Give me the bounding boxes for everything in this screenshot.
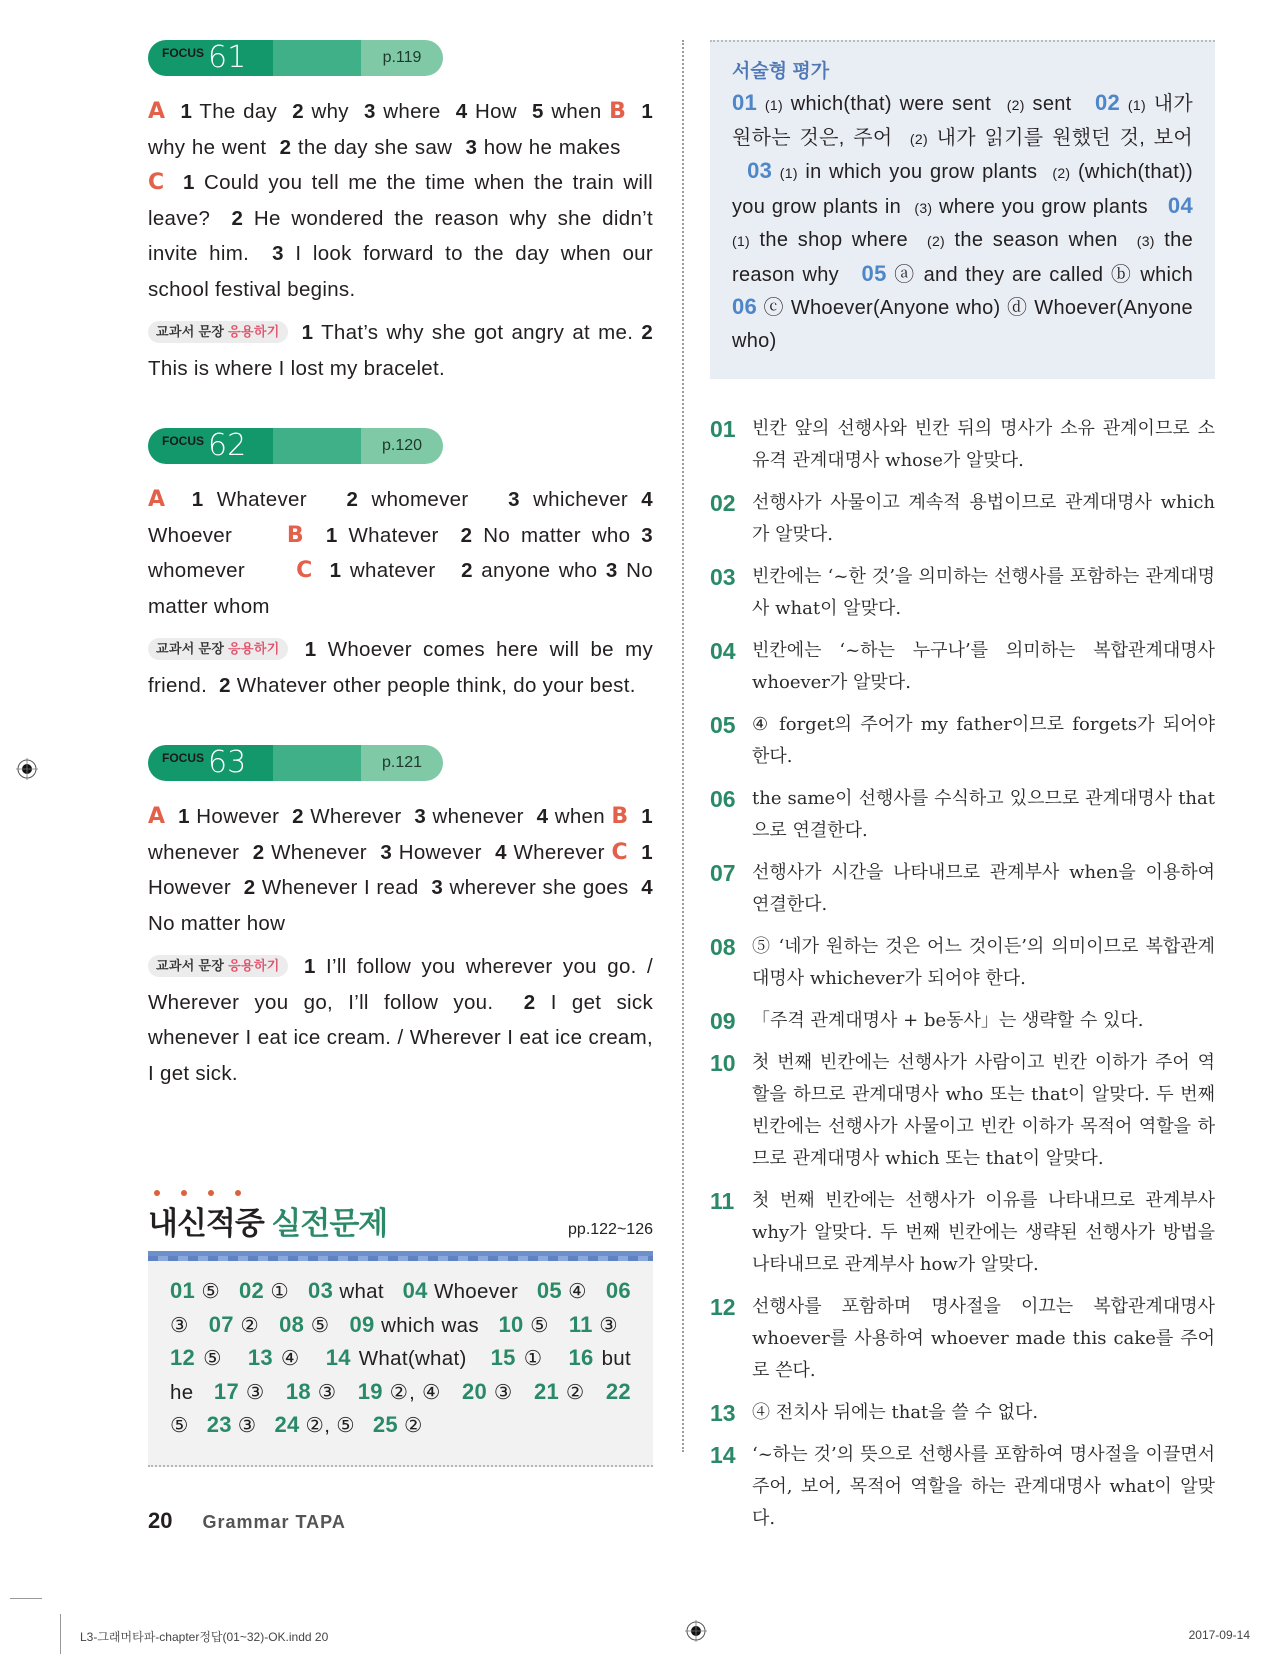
exam-answer-item: 24 ②, ⑤ [274, 1412, 355, 1437]
explanation-text: 첫 번째 빈칸에는 선행사가 사람이고 빈칸 이하가 주어 역할을 하므로 관계대명사 who 또는 that이 알맞다. 두 번째 빈칸에는 선행사가 사물이고 빈칸 이하가 목적어 역할을 하므로 관계대명사 which 또는 that이 알맞다. [752, 1052, 1215, 1169]
exam-answer-item: 20 ③ [462, 1378, 514, 1404]
exam-answer-item: 06 ③ [170, 1278, 631, 1337]
explanation-number: 11 [710, 1188, 735, 1214]
exam-answer-item: 19 ②, ④ [357, 1378, 442, 1404]
exam-answer-item: 02 ① [239, 1278, 290, 1303]
explanation-item [710, 857, 1215, 921]
textbook-badge: 교과서 문장 응용하기 [148, 321, 288, 343]
textbook-badge: 교과서 문장 응용하기 [148, 955, 288, 977]
emphasis-dots [148, 1190, 653, 1196]
page-footer [148, 1508, 346, 1534]
explanation-text: 첫 번째 빈칸에는 선행사가 이유를 나타내므로 관계부사 why가 알맞다. 두 번째 빈칸에는 생략된 선행사가 방법을 나타내므로 관계부사 how가 알맞다. [752, 1190, 1215, 1275]
focus-header [148, 745, 443, 781]
exam-answer-item: 17 ③ [213, 1378, 266, 1404]
explanation-number: 03 [710, 564, 736, 590]
explanation-text: 빈칸 앞의 선행사와 빈칸 뒤의 명사가 소유 관계이므로 소유격 관계대명사 whose가 알맞다. [752, 418, 1215, 471]
explanation-number: 02 [710, 490, 736, 516]
exam-answer-item: 07 ② [208, 1311, 260, 1337]
right-column [710, 40, 1215, 1545]
explanation-text: 선행사를 포함하며 명사절을 이끄는 복합관계대명사 whoever를 사용하여 whoever made this cake를 주어로 쓴다. [752, 1296, 1215, 1381]
focus-number: 63 [208, 745, 247, 780]
explanation-text: 빈칸에는 ‘~하는 누구나’를 의미하는 복합관계대명사 whoever가 알맞다. [752, 640, 1215, 693]
crop-mark [60, 1614, 61, 1654]
explanation-item [710, 635, 1215, 699]
explanation-number: 13 [710, 1400, 736, 1426]
print-file-name: L3-그래머타파-chapter정답(01~32)-OK.indd 20 [80, 1630, 329, 1644]
focus-label: FOCUS [162, 46, 204, 60]
application-answers: 1 Whoever comes here will be my friend. 2 Whatever other people think, do your best. [148, 638, 653, 697]
exam-practice-section [148, 1190, 653, 1467]
exam-answers [170, 1275, 631, 1443]
exam-answer-item: 05 ④ [536, 1278, 588, 1303]
left-column [148, 40, 653, 1133]
print-date: 2017-09-14 [1188, 1628, 1250, 1642]
exam-answer-item: 18 ③ [285, 1378, 338, 1404]
exam-answer-item: 15 ① [490, 1345, 545, 1370]
focus-answers: A 1 However 2 Wherever 3 whenever 4 when B 1 whenever 2 Whenever 3 However 4 Wherever C 1 However 2 Whenever I read 3 wherever she goes 4 No matter how [148, 804, 653, 935]
focus-block-62 [148, 428, 653, 703]
explanation-item [710, 1005, 1215, 1037]
explanation-number: 12 [710, 1294, 736, 1320]
exam-answer-item: 09 which was [349, 1311, 479, 1337]
explanation-item [710, 1047, 1215, 1175]
exam-answer-item: 01 ⑤ [170, 1278, 221, 1303]
explanation-item [710, 931, 1215, 995]
focus-answers: A 1 Whatever 2 whomever 3 whichever 4 Whoever B 1 Whatever 2 No matter who 3 whomever C 1 whatever 2 anyone who 3 No matter whom [148, 487, 653, 618]
registration-mark-icon [685, 1620, 707, 1642]
exam-answer-item: 16 but he [170, 1345, 631, 1404]
explanation-item [710, 709, 1215, 773]
exam-answer-item: 21 ② [533, 1378, 586, 1404]
explanation-item [710, 1397, 1215, 1429]
application-answers: 1 I’ll follow you wherever you go. / Wherever you go, I’ll follow you. 2 I get sick whenever I eat ice cream. / Wherever I eat ice cream, I get sick. [148, 955, 654, 1085]
explanation-item [710, 487, 1215, 551]
explanation-number: 08 [710, 934, 736, 960]
explanation-number: 04 [710, 638, 736, 664]
explanation-number: 06 [710, 786, 736, 812]
explanation-number: 07 [710, 860, 736, 886]
focus-label: FOCUS [162, 751, 204, 765]
explanation-number: 09 [710, 1008, 736, 1034]
explanations-list [710, 413, 1215, 1535]
exam-answer-item: 11 ③ [568, 1311, 619, 1337]
explanation-item [710, 413, 1215, 477]
focus-header [148, 40, 443, 76]
explanation-text: 선행사가 시간을 나타내므로 관계부사 when을 이용하여 연결한다. [752, 862, 1215, 915]
page-number: 20 [148, 1508, 173, 1533]
focus-page: p.120 [361, 428, 443, 464]
explanation-text: ⑤ ‘네가 원하는 것은 어느 것이든’의 의미이므로 복합관계대명사 whichever가 되어야 한다. [752, 936, 1215, 989]
explanation-item [710, 561, 1215, 625]
explanation-number: 14 [710, 1442, 736, 1468]
exam-answer-item: 03 what [308, 1278, 384, 1303]
focus-page: p.121 [361, 745, 443, 781]
exam-answer-item: 04 Whoever [402, 1278, 519, 1303]
exam-answer-item: 25 ② [372, 1412, 423, 1437]
explanation-text: ④ 전치사 뒤에는 that을 쓸 수 없다. [752, 1402, 1039, 1423]
textbook-application [148, 632, 653, 703]
explanation-text: 「주격 관계대명사 + be동사」는 생략할 수 있다. [752, 1010, 1144, 1031]
explanation-number: 01 [710, 416, 736, 442]
exam-answer-item: 14 What(what) [325, 1345, 467, 1370]
exam-answer-item: 23 ③ [206, 1412, 257, 1437]
explanation-number: 05 [710, 712, 736, 738]
exam-pages: pp.122~126 [568, 1221, 653, 1238]
focus-page: p.119 [361, 40, 443, 76]
registration-mark-icon [16, 758, 38, 780]
textbook-badge: 교과서 문장 응용하기 [148, 638, 288, 660]
exam-answer-item: 13 ④ [247, 1345, 302, 1370]
explanation-item [710, 1185, 1215, 1281]
essay-evaluation-box [710, 40, 1215, 379]
book-title: Grammar TAPA [202, 1512, 346, 1532]
exam-answer-item: 22 ⑤ [170, 1378, 631, 1437]
essay-title: 서술형 평가 [732, 61, 830, 82]
zigzag-divider [148, 1251, 653, 1261]
explanation-text: ④ forget의 주어가 my father이므로 forgets가 되어야 한다. [752, 714, 1215, 767]
focus-number: 62 [208, 428, 247, 463]
explanation-item [710, 1291, 1215, 1387]
explanation-text: ‘~하는 것’의 뜻으로 선행사를 포함하여 명사절을 이끌면서 주어, 보어, 목적어 역할을 하는 관계대명사 what이 알맞다. [752, 1444, 1215, 1529]
exam-answer-item: 08 ⑤ [279, 1311, 330, 1337]
focus-block-63 [148, 745, 653, 1091]
exam-title: 내신적중 실전문제 [148, 1206, 388, 1241]
application-answers: 1 That’s why she got angry at me. 2 This is where I lost my bracelet. [148, 321, 654, 380]
explanation-item [710, 783, 1215, 847]
exam-answer-item: 12 ⑤ [170, 1345, 224, 1370]
crop-mark [10, 1598, 42, 1599]
column-divider [682, 40, 684, 1452]
explanation-text: 빈칸에는 ‘~한 것’을 의미하는 선행사를 포함하는 관계대명사 what이 알맞다. [752, 566, 1215, 619]
textbook-application [148, 949, 653, 1091]
essay-answers: 01 (1) which(that) were sent (2) sent 02 (1) 내가 원하는 것은, 주어 (2) 내가 읽기를 원했던 것, 보어 03 (1) in which you grow plants (2) (which(that)) you grow plants in (3) where you grow plants 04 (1) the shop where (2) the season when (3) the reason why 05 ⓐ and they are called ⓑ which 06 ⓒ Whoever(Anyone who) ⓓ Whoever(Anyone who) [732, 90, 1194, 352]
focus-label: FOCUS [162, 434, 204, 448]
textbook-application [148, 315, 653, 386]
focus-block-61 [148, 40, 653, 386]
exam-answer-item: 10 ⑤ [498, 1311, 550, 1337]
explanation-number: 10 [710, 1050, 736, 1076]
explanation-text: 선행사가 사물이고 계속적 용법이므로 관계대명사 which가 알맞다. [752, 492, 1215, 545]
focus-header [148, 428, 443, 464]
exam-answers-box [148, 1261, 653, 1467]
explanation-text: the same이 선행사를 수식하고 있으므로 관계대명사 that으로 연결한다. [752, 788, 1215, 841]
explanation-item [710, 1439, 1215, 1535]
focus-number: 61 [208, 40, 247, 75]
focus-answers: A 1 The day 2 why 3 where 4 How 5 when B 1 why he went 2 the day she saw 3 how he makes C 1 Could you tell me the time when the train will leave? 2 He wondered the reason why she didn’t invite him. 3 I look forward to the day when our school festival begins. [148, 99, 654, 301]
